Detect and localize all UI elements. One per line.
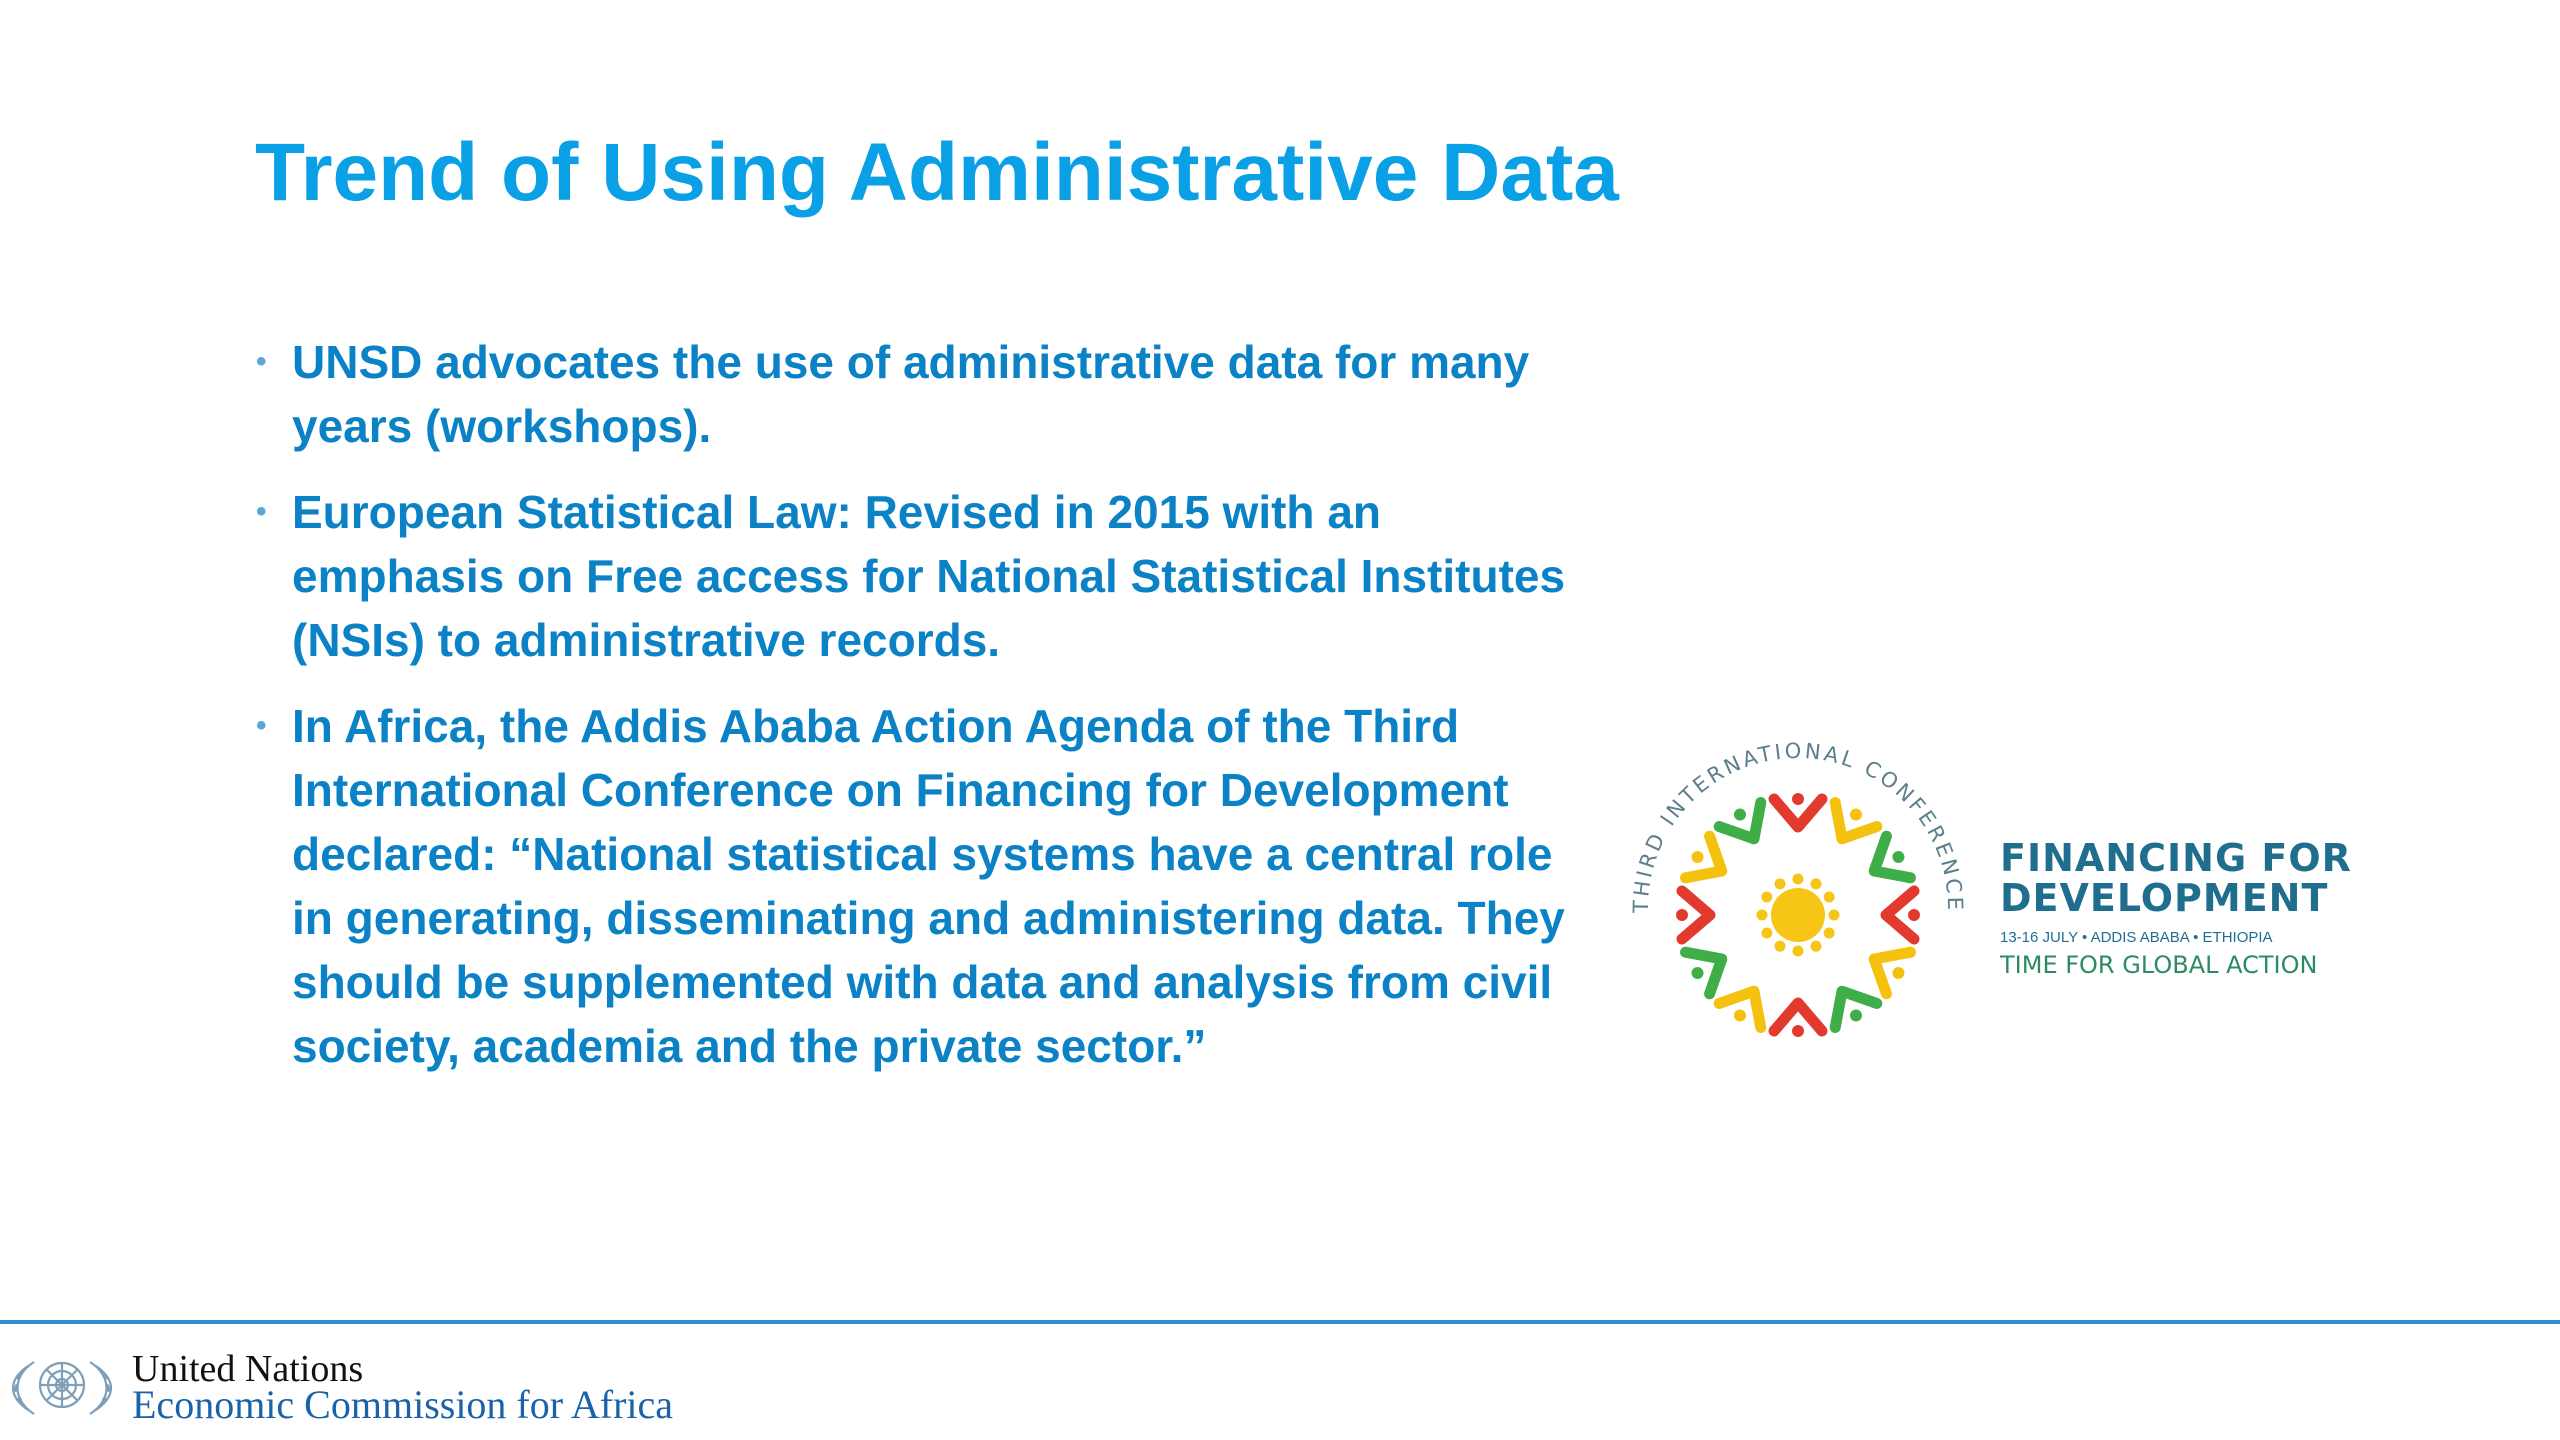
bullet-text: European Statistical Law: Revised in 2015 with an emphasis on Free access for National Statistical Institutes (NSIs) to administrative records. <box>292 486 1566 666</box>
bullet-item <box>250 330 1590 458</box>
org-name-line2: Economic Commission for Africa <box>132 1382 674 1427</box>
chevron-mark <box>1821 979 1880 1032</box>
sun-ray <box>1775 941 1786 952</box>
sun-ray <box>1811 878 1822 889</box>
bullet-marker: • <box>256 495 267 528</box>
sun-ray <box>1829 910 1840 921</box>
bullet-text: In Africa, the Addis Ababa Action Agenda of the Third International Conference on Financing for Development declared: “National statistical systems have a central role in generating, disseminating and administering data. They should be supplemented with data and analysis from civil society, academia and the private sector.” <box>292 700 1565 1072</box>
sun-ray <box>1761 928 1772 939</box>
chevron-mark <box>1680 938 1733 997</box>
ring-text: THIRD INTERNATIONAL CONFERENCE <box>1628 740 1968 914</box>
chevron-mark <box>1774 1003 1822 1037</box>
ffd-dates: 13-16 JULY • ADDIS ABABA • ETHIOPIA <box>2000 929 2273 946</box>
sun-ray <box>1757 910 1768 921</box>
chevron-mark <box>1716 979 1775 1032</box>
ffd-wordmark <box>2000 838 2352 980</box>
sun-ray <box>1775 878 1786 889</box>
chevron-mark <box>1862 833 1915 892</box>
chevron-mark <box>1716 797 1775 850</box>
ffd-line2: DEVELOPMENT <box>2000 876 2329 920</box>
chevron-mark <box>1774 793 1822 827</box>
chevron-mark <box>1676 891 1710 939</box>
footer-divider <box>0 1320 2560 1324</box>
bullet-marker: • <box>256 709 267 742</box>
chevron-mark <box>1862 938 1915 997</box>
ffd-line1: FINANCING FOR <box>2000 836 2352 880</box>
ffd-tagline: TIME FOR GLOBAL ACTION <box>2000 951 2318 979</box>
chevron-mark <box>1886 891 1920 939</box>
org-name <box>132 1348 674 1427</box>
sun-ray <box>1811 941 1822 952</box>
sun-ray <box>1824 892 1835 903</box>
org-name-line1: United Nations <box>132 1348 364 1390</box>
bullet-marker: • <box>256 345 267 378</box>
bullet-item <box>250 694 1590 1078</box>
un-emblem-icon <box>6 1346 118 1424</box>
sun-icon <box>1757 874 1840 957</box>
sun-ray <box>1824 928 1835 939</box>
bullet-list <box>250 330 1590 1100</box>
bullet-text: UNSD advocates the use of administrative data for many years (workshops). <box>292 336 1530 452</box>
sun-ray <box>1793 874 1804 885</box>
ffd-conference-logo <box>1618 740 2352 1070</box>
slide-title: Trend of Using Administrative Data <box>255 127 1619 218</box>
sun-ray <box>1761 892 1772 903</box>
sun-ray <box>1793 946 1804 957</box>
chevron-mark <box>1680 833 1733 892</box>
ffd-emblem-icon <box>1618 740 1978 1070</box>
bullet-item <box>250 480 1590 672</box>
chevron-mark <box>1821 797 1880 850</box>
